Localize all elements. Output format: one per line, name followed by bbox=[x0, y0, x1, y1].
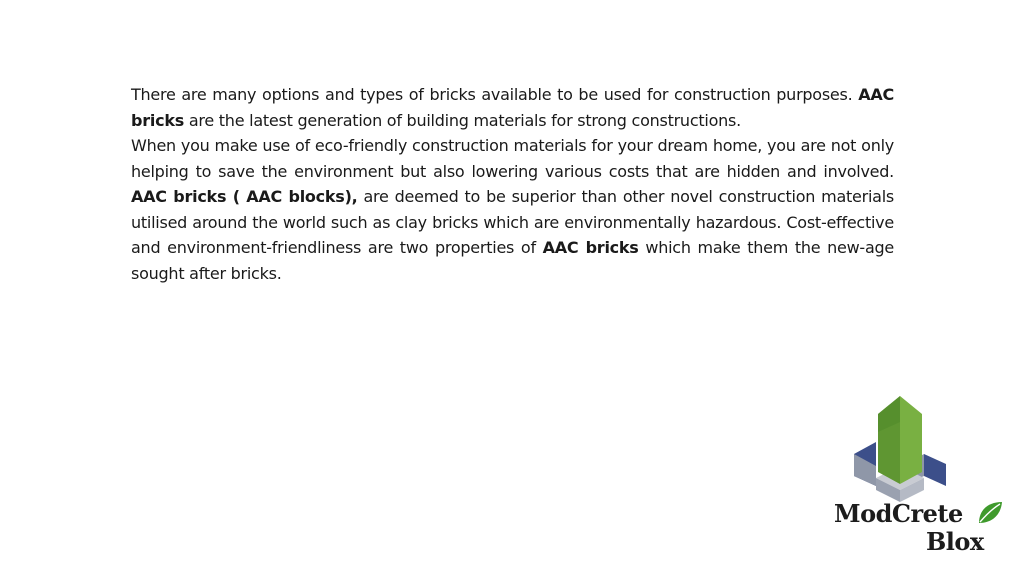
body-text bbox=[131, 82, 894, 286]
modcrete-blox-logo bbox=[828, 392, 1008, 562]
paragraph-2-bold-aac-bricks: AAC bricks bbox=[542, 238, 639, 257]
paragraph-2-bold-aac-blocks: AAC bricks ( AAC blocks), bbox=[131, 187, 358, 206]
logo-text-modcrete: ModCrete bbox=[834, 499, 963, 528]
paragraph-2 bbox=[131, 133, 894, 286]
logo-blocks-icon bbox=[828, 392, 1008, 504]
paragraph-2-text-b: are deemed to be superior than other novel construction materials utilised around the world such as clay bricks which are environmentally hazardous. Cost-effective and environment-friendliness are two properties of bbox=[131, 187, 894, 257]
paragraph-1-bold-aac-bricks: AAC bricks bbox=[131, 85, 894, 130]
paragraph-1-text-a: There are many options and types of bricks available to be used for construction purposes. bbox=[131, 85, 859, 104]
logo-text-blox: Blox bbox=[926, 527, 984, 556]
paragraph-2-text-c: which make them the new-age sought after bricks. bbox=[131, 238, 894, 283]
paragraph-1-text-b: are the latest generation of building materials for strong constructions. bbox=[183, 110, 741, 130]
paragraph-1 bbox=[131, 82, 894, 133]
leaf-icon bbox=[976, 500, 1004, 526]
paragraph-2-text-a: When you make use of eco-friendly construction materials for your dream home, you are not only helping to save the environment but also lowering various costs that are hidden and involved. bbox=[131, 136, 894, 181]
